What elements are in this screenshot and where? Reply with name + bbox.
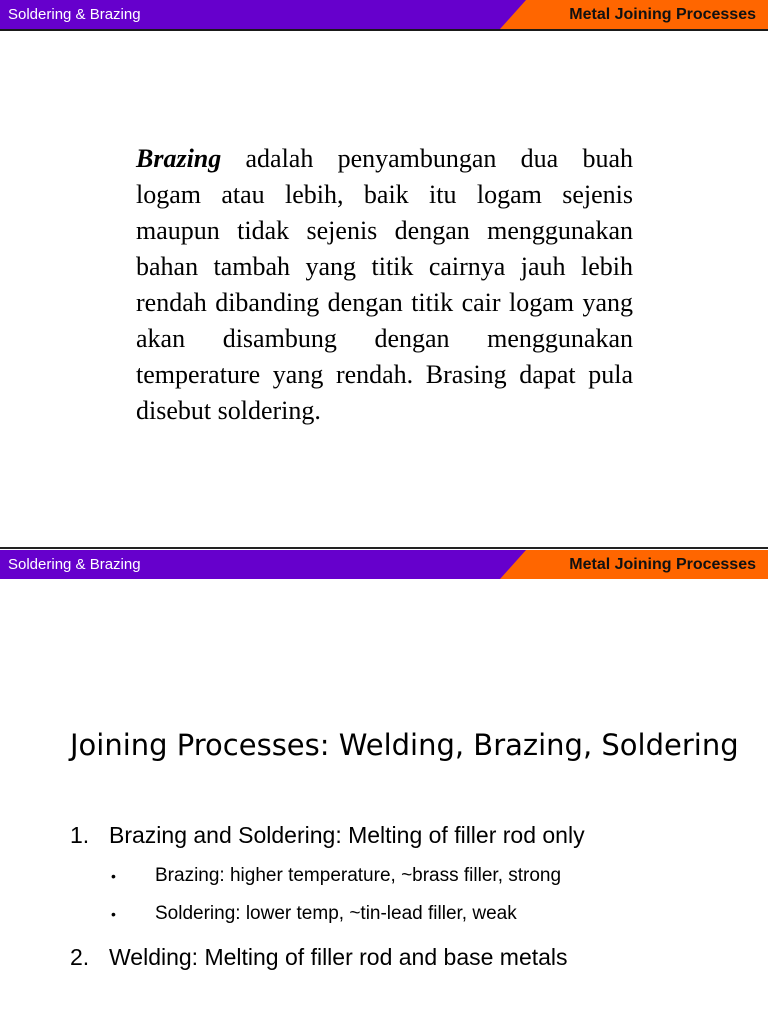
header-left-label: Soldering & Brazing (8, 6, 141, 23)
brazing-term: Brazing (136, 144, 222, 173)
brazing-definition (136, 141, 633, 429)
header-right-label: Metal Joining Processes (569, 6, 756, 23)
bullet-icon: • (111, 906, 116, 922)
slide-divider (0, 547, 768, 549)
list-number: 2. (70, 944, 90, 970)
slide-title: Joining Processes: Welding, Brazing, Soldering (70, 728, 739, 762)
definition-body: adalah penyambungan dua buah logam atau lebih, baik itu logam sejenis maupun tidak sejenis dengan menggunakan bahan tambah yang titik cairnya jauh lebih rendah dibanding dengan titik cair logam yang akan disambung dengan menggunakan temperature yang rendah. Brasing dapat pula disebut soldering. (136, 144, 633, 425)
list-item: Brazing and Soldering: Melting of filler rod only (109, 822, 585, 848)
header-underline (0, 29, 768, 31)
slide-header (0, 550, 768, 579)
bullet-icon: • (111, 868, 116, 884)
list-number: 1. (70, 822, 90, 848)
sub-list-item: Brazing: higher temperature, ~brass filler, strong (155, 865, 562, 886)
slide-2 (0, 550, 768, 1024)
header-left-label: Soldering & Brazing (8, 556, 141, 573)
slide-header (0, 0, 768, 29)
header-right-label: Metal Joining Processes (569, 556, 756, 573)
sub-list-item: Soldering: lower temp, ~tin-lead filler, weak (155, 903, 517, 924)
list-item: Welding: Melting of filler rod and base metals (109, 944, 568, 970)
